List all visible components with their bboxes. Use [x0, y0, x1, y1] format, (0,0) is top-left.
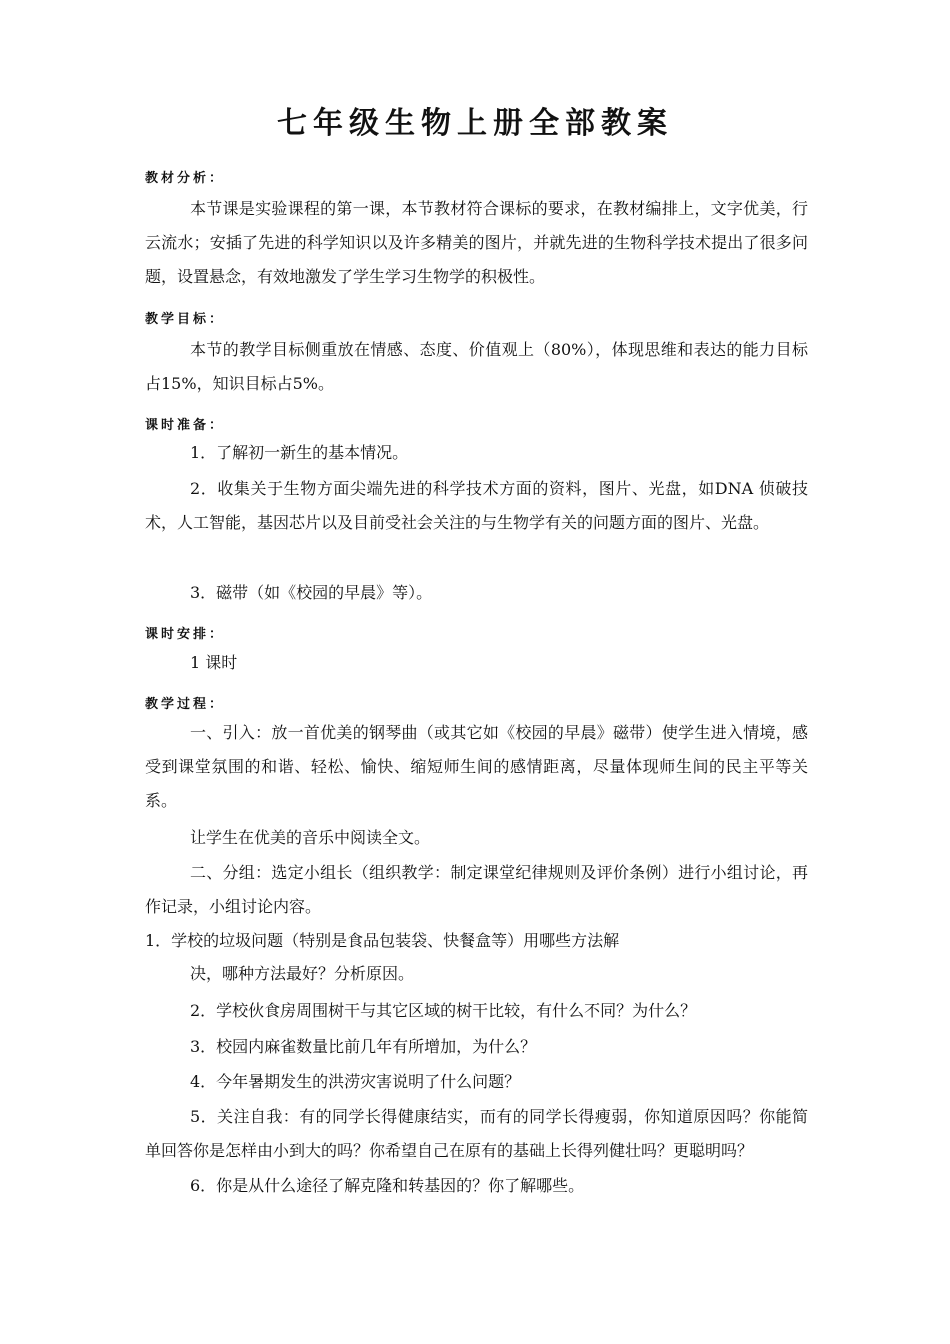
heading-prep: 课时准备： [145, 418, 226, 433]
document-title: 七年级生物上册全部教案 [277, 106, 673, 141]
paragraph-process-2: 让学生在优美的音乐中阅读全文。 [190, 828, 431, 847]
paragraph-prep-3: 3．磁带（如《校园的早晨》等）。 [190, 583, 433, 602]
paragraph-process-1: 一、引入：放一首优美的钢琴曲（或其它如《校园的早晨》磁带）使学生进入情境，感受到课堂氛围的和谐、轻松、愉快、缩短师生间的感情距离，尽量体现师生间的民主平等关系。 [145, 723, 808, 810]
question-1-line-2: 决，哪种方法最好？分析原因。 [190, 964, 415, 983]
question-5: 5．关注自我：有的同学长得健康结实，而有的同学长得瘦弱，你知道原因吗？你能简单回答你是怎样由小到大的吗？你希望自己在原有的基础上长得列健壮吗？更聪明吗？ [145, 1107, 808, 1160]
heading-schedule: 课时安排： [145, 627, 226, 642]
heading-goal: 教学目标： [145, 312, 226, 327]
heading-process: 教学过程： [145, 697, 226, 712]
paragraph-analysis: 本节课是实验课程的第一课，本节教材符合课标的要求，在教材编排上，文字优美，行云流水；安插了先进的科学知识以及许多精美的图片，并就先进的生物科学技术提出了很多问题，设置悬念，有效地激发了学生学习生物学的积极性。 [145, 199, 808, 286]
question-4: 4．今年暑期发生的洪涝灾害说明了什么问题？ [190, 1072, 521, 1091]
heading-analysis: 教材分析： [145, 171, 226, 186]
paragraph-schedule: 1 课时 [190, 653, 238, 672]
question-3: 3．校园内麻雀数量比前几年有所增加，为什么？ [190, 1037, 537, 1056]
question-6: 6．你是从什么途径了解克隆和转基因的？你了解哪些。 [190, 1176, 585, 1195]
question-2: 2．学校伙食房周围树干与其它区域的树干比较，有什么不同？为什么？ [190, 1001, 697, 1020]
question-1-line-1: 1．学校的垃圾问题（特别是食品包装袋、快餐盒等）用哪些方法解 [145, 931, 620, 950]
paragraph-process-3: 二、分组：选定小组长（组织教学：制定课堂纪律规则及评价条例）进行小组讨论，再作记录，小组讨论内容。 [145, 863, 808, 916]
paragraph-prep-1: 1．了解初一新生的基本情况。 [190, 443, 409, 462]
paragraph-prep-2: 2．收集关于生物方面尖端先进的科学技术方面的资料，图片、光盘，如DNA 侦破技术，人工智能，基因芯片以及目前受社会关注的与生物学有关的问题方面的图片、光盘。 [145, 479, 808, 532]
paragraph-goal: 本节的教学目标侧重放在情感、态度、价值观上（80%），体现思维和表达的能力目标占15%，知识目标占5%。 [145, 340, 808, 393]
